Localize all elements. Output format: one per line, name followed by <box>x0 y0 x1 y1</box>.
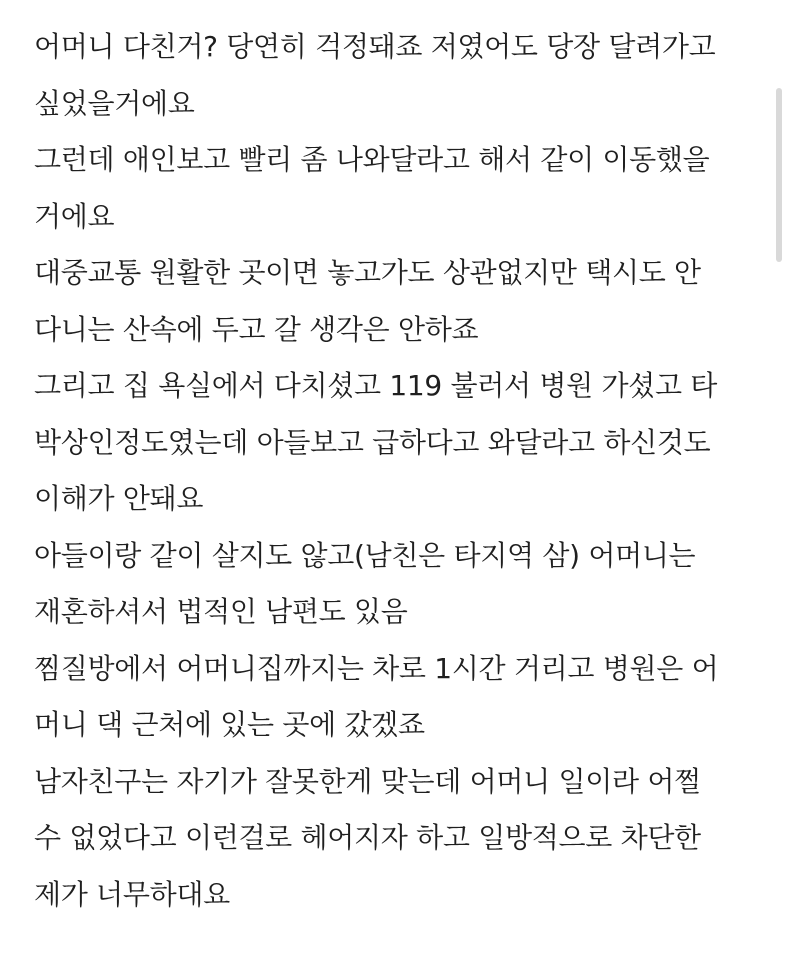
post-text-line: 찜질방에서 어머니집까지는 차로 1시간 거리고 병원은 어 <box>34 651 719 685</box>
post-text-line: 그리고 집 욕실에서 다치셨고 119 불러서 병원 가셨고 타 <box>34 369 718 402</box>
post-text-line: 남자친구는 자기가 잘못한게 맞는데 어머니 일이라 어쩔 <box>34 764 701 798</box>
post-text-line: 싶었을거에요 <box>34 86 195 120</box>
post-text-line: 어머니 다친거? 당연히 걱정돼죠 저였어도 당장 달려가고 <box>34 30 716 63</box>
post-body <box>34 19 774 923</box>
post-text-line: 재혼하셔서 법적인 남편도 있음 <box>34 595 408 628</box>
post-text-line: 다니는 산속에 두고 갈 생각은 안하죠 <box>34 312 479 346</box>
scrollbar-thumb[interactable] <box>776 88 782 262</box>
post-text-line: 거에요 <box>34 199 115 233</box>
post-text-line: 제가 너무하대요 <box>34 877 230 911</box>
post-text-line: 이해가 안돼요 <box>34 482 204 515</box>
post-text-line: 대중교통 원활한 곳이면 놓고가도 상관없지만 택시도 안 <box>34 256 701 289</box>
post-text-line: 머니 댁 근처에 있는 곳에 갔겠죠 <box>34 708 425 741</box>
post-text-line: 수 없었다고 이런걸로 헤어지자 하고 일방적으로 차단한 <box>34 821 701 854</box>
post-text-line: 박상인정도였는데 아들보고 급하다고 와달라고 하신것도 <box>34 425 711 459</box>
post-text-line: 그런데 애인보고 빨리 좀 나와달라고 해서 같이 이동했을 <box>34 143 710 176</box>
post-text-line: 아들이랑 같이 살지도 않고(남친은 타지역 삼) 어머니는 <box>34 538 696 572</box>
